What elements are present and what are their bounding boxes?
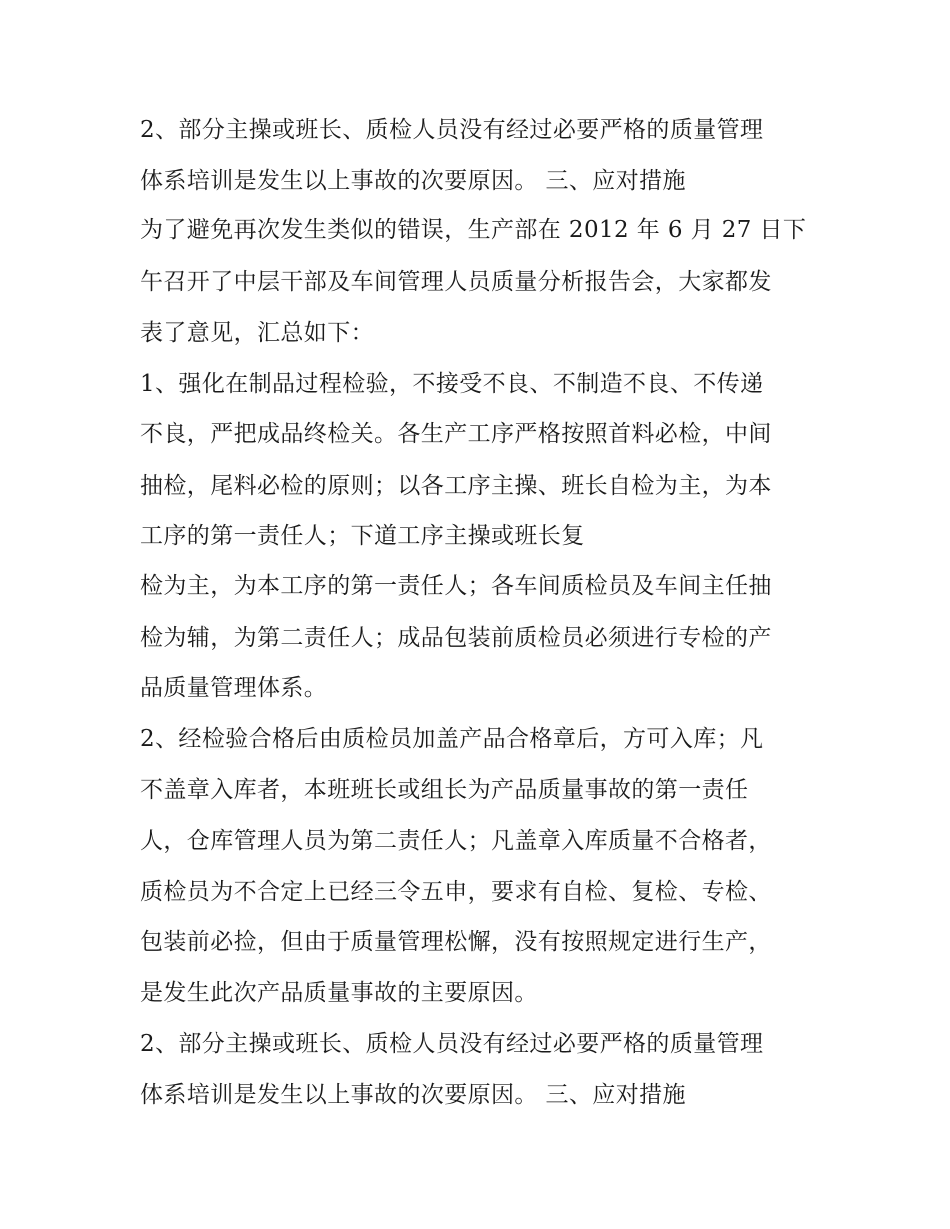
text-line: 体系培训是发生以上事故的次要原因。 三、应对措施 [140,168,686,194]
text-line: 2、经检验合格后由质检员加盖产品合格章后，方可入库；凡 [140,726,764,752]
text-line: 检为主，为本工序的第一责任人；各车间质检员及车间主任抽 [140,573,772,599]
text-line: 包装前必捡，但由于质量管理松懈，没有按照规定进行生产， [140,929,772,955]
text-line: 午召开了中层干部及车间管理人员质量分析报告会，大家都发 [140,269,772,295]
text-line: 检为辅，为第二责任人；成品包装前质检员必须进行专检的产 [140,625,772,651]
text-line: 工序的第一责任人；下道工序主操或班长复 [140,523,585,549]
text-line: 1、强化在制品过程检验，不接受不良、不制造不良、不传递 [140,371,764,397]
text-line: 为了避免再次发生类似的错误，生产部在 2012 年 6 月 27 日下 [140,217,807,243]
text-line: 不盖章入库者，本班班长或组长为产品质量事故的第一责任 [140,777,749,803]
text-line: 人，仓库管理人员为第二责任人；凡盖章入库质量不合格者， [140,828,772,854]
text-line: 表了意见，汇总如下： [140,320,374,346]
text-line: 体系培训是发生以上事故的次要原因。 三、应对措施 [140,1082,686,1108]
text-line: 2、部分主操或班长、质检人员没有经过必要严格的质量管理 [140,1031,764,1057]
text-line: 是发生此次产品质量事故的主要原因。 [140,980,538,1006]
text-line: 不良，严把成品终检关。各生产工序严格按照首料必检，中间 [140,421,772,447]
text-line: 抽检，尾料必检的原则；以各工序主操、班长自检为主，为本 [140,473,772,499]
text-line: 质检员为不合定上已经三令五申，要求有自检、复检、专检、 [140,879,772,905]
text-line: 2、部分主操或班长、质检人员没有经过必要严格的质量管理 [140,117,764,143]
text-line: 品质量管理体系。 [140,675,328,701]
